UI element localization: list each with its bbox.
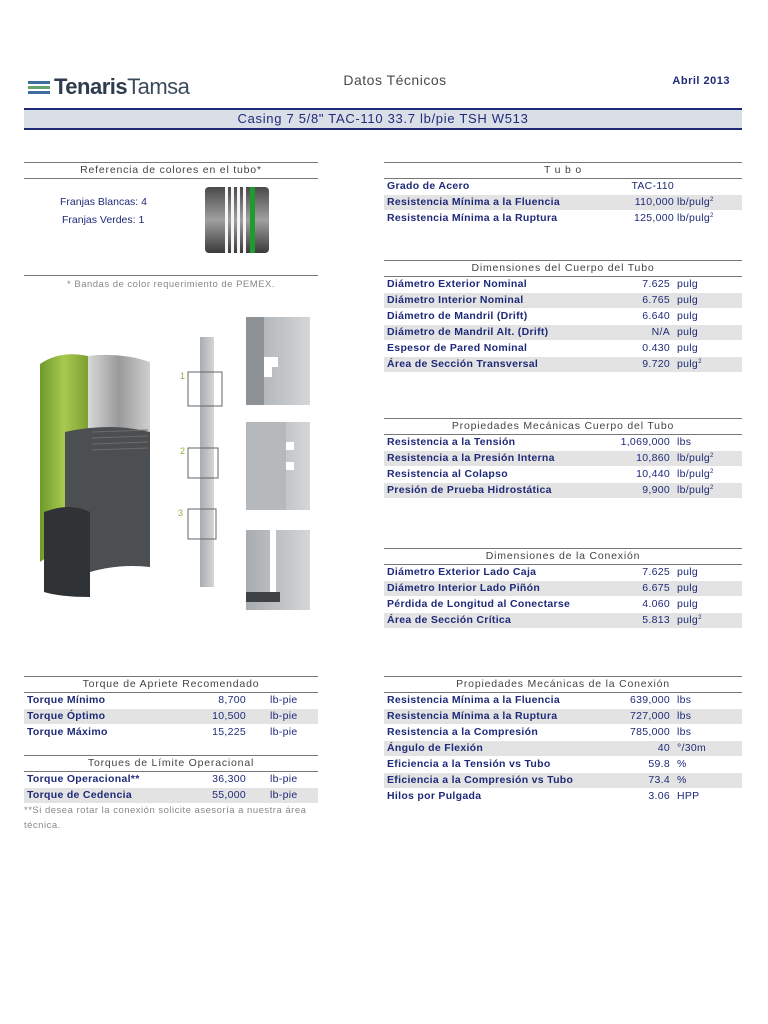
unit-text: pulg <box>677 342 699 354</box>
table-row <box>384 211 742 226</box>
unit-text: % <box>677 758 687 770</box>
unit-text: pulg <box>677 310 699 322</box>
row-value: 6.675 <box>642 582 670 594</box>
row-value: 36,300 <box>212 773 246 785</box>
row-value: N/A <box>651 326 670 338</box>
rotation-footnote: **Si desea rotar la conexión solicite asesoría a nuestra área técnica. <box>24 805 307 831</box>
pipe-shadow <box>44 507 90 597</box>
unit-exponent: 2 <box>698 359 702 365</box>
row-value: 7.625 <box>642 278 670 290</box>
row-unit <box>677 565 698 580</box>
table-row <box>384 725 742 740</box>
table-row <box>384 325 742 340</box>
row-label: Área de Sección Crítica <box>387 614 512 626</box>
table-row <box>384 693 742 708</box>
row-unit <box>677 467 714 482</box>
logo-mark-icon <box>28 81 50 94</box>
table-row <box>384 179 742 194</box>
table-row <box>384 757 742 772</box>
table-row <box>384 195 742 210</box>
row-value: 9,900 <box>642 484 670 496</box>
table-row <box>384 451 742 466</box>
callout-3: 3 <box>178 508 184 518</box>
table-row <box>384 467 742 482</box>
unit-text: lb-pie <box>270 789 298 801</box>
unit-text: lb/pulg <box>677 196 711 208</box>
unit-text: pulg <box>677 598 699 610</box>
tubo-heading: T u b o <box>384 162 742 179</box>
row-unit <box>270 772 297 787</box>
table-row <box>24 772 318 787</box>
unit-exponent: 2 <box>710 453 714 459</box>
unit-text: lb/pulg <box>677 452 711 464</box>
row-label: Diámetro Interior Nominal <box>387 294 524 306</box>
row-label: Eficiencia a la Compresión vs Tubo <box>387 774 574 786</box>
row-value: 785,000 <box>629 726 670 738</box>
unit-exponent: 2 <box>698 615 702 621</box>
table-row <box>384 597 742 612</box>
unit-text: lb/pulg <box>677 212 711 224</box>
table-row <box>24 788 318 803</box>
unit-text: lbs <box>677 436 692 448</box>
row-label: Resistencia a la Tensión <box>387 436 516 448</box>
row-label: Torque de Cedencia <box>27 789 132 801</box>
unit-text: lb-pie <box>270 726 298 738</box>
row-value: 3.06 <box>648 790 670 802</box>
row-value: 8,700 <box>218 694 246 706</box>
row-value: 9.720 <box>642 358 670 370</box>
dim-conexion-heading: Dimensiones de la Conexión <box>384 548 742 565</box>
row-label: Torque Máximo <box>27 726 108 738</box>
row-unit <box>270 709 297 724</box>
row-label: Grado de Acero <box>387 180 470 192</box>
callout-2: 2 <box>180 446 186 456</box>
unit-exponent: 2 <box>710 469 714 475</box>
logo-light-text: Tamsa <box>127 74 190 99</box>
table-row <box>384 581 742 596</box>
row-label: Torque Operacional** <box>27 773 140 785</box>
row-label: Resistencia Mínima a la Ruptura <box>387 710 558 722</box>
unit-text: lbs <box>677 710 692 722</box>
row-unit <box>677 757 687 772</box>
row-unit <box>677 581 698 596</box>
logo-bold-text: Tenaris <box>54 74 128 99</box>
row-unit <box>677 357 702 372</box>
unit-exponent: 2 <box>710 197 714 203</box>
row-label: Diámetro Interior Lado Piñón <box>387 582 541 594</box>
tenaris-tamsa-logo <box>28 74 189 100</box>
row-unit <box>677 597 698 612</box>
connection-diagram <box>30 312 320 622</box>
row-label: Diámetro de Mandril Alt. (Drift) <box>387 326 549 338</box>
row-unit <box>677 789 700 804</box>
table-row <box>384 277 742 292</box>
row-unit <box>677 741 706 756</box>
row-unit <box>677 325 698 340</box>
table-row <box>384 773 742 788</box>
row-value: 4.060 <box>642 598 670 610</box>
prop-conexion-heading: Propiedades Mecánicas de la Conexión <box>384 676 742 693</box>
table-row <box>384 435 742 450</box>
green-stripes-label: Franjas Verdes: 1 <box>62 214 145 226</box>
product-title-bar: Casing 7 5/8" TAC-110 33.7 lb/pie TSH W513 <box>24 108 742 130</box>
row-unit <box>677 293 698 308</box>
row-value: 727,000 <box>629 710 670 722</box>
row-label: Resistencia a la Compresión <box>387 726 539 738</box>
row-label: Torque Mínimo <box>27 694 106 706</box>
unit-text: pulg <box>677 566 699 578</box>
unit-text: pulg <box>677 614 699 626</box>
green-band <box>250 187 255 253</box>
row-value: 6.765 <box>642 294 670 306</box>
row-label: Pérdida de Longitud al Conectarse <box>387 598 571 610</box>
unit-text: pulg <box>677 278 699 290</box>
row-value: 15,225 <box>212 726 246 738</box>
row-label: Ángulo de Flexión <box>387 742 484 754</box>
torque-apriete-heading: Torque de Apriete Recomendado <box>24 676 318 693</box>
row-label: Hilos por Pulgada <box>387 790 482 802</box>
unit-text: lbs <box>677 726 692 738</box>
row-label: Resistencia a la Presión Interna <box>387 452 555 464</box>
row-unit <box>677 277 698 292</box>
unit-text: pulg <box>677 294 699 306</box>
document-title: Datos Técnicos <box>343 72 447 88</box>
table-row <box>384 565 742 580</box>
row-unit <box>677 341 698 356</box>
row-unit <box>677 309 698 324</box>
white-band <box>243 187 246 253</box>
row-label: Resistencia al Colapso <box>387 468 508 480</box>
table-row <box>384 483 742 498</box>
white-stripes-label: Franjas Blancas: 4 <box>60 196 147 208</box>
unit-text: lb-pie <box>270 694 298 706</box>
unit-exponent: 2 <box>710 485 714 491</box>
row-label: Área de Sección Transversal <box>387 358 539 370</box>
row-label: Diámetro Exterior Lado Caja <box>387 566 537 578</box>
row-value: 55,000 <box>212 789 246 801</box>
row-unit <box>270 788 297 803</box>
unit-text: HPP <box>677 790 700 802</box>
row-value: 6.640 <box>642 310 670 322</box>
row-value: TAC-110 <box>631 180 674 192</box>
row-unit <box>677 483 714 498</box>
row-unit <box>270 725 297 740</box>
table-row <box>384 741 742 756</box>
row-unit <box>677 211 714 226</box>
row-unit <box>677 725 691 740</box>
table-row <box>24 693 318 708</box>
torque-limite-heading: Torques de Límite Operacional <box>24 755 318 772</box>
table-row <box>384 613 742 628</box>
row-value: 7.625 <box>642 566 670 578</box>
row-value: 5.813 <box>642 614 670 626</box>
row-value: 1,069,000 <box>620 436 670 448</box>
row-unit <box>677 773 687 788</box>
colors-ref-heading: Referencia de colores en el tubo* <box>24 162 318 179</box>
row-value: 639,000 <box>629 694 670 706</box>
row-value: 10,440 <box>636 468 670 480</box>
row-value: 10,500 <box>212 710 246 722</box>
unit-text: lb/pulg <box>677 484 711 496</box>
unit-text: lb-pie <box>270 710 298 722</box>
row-label: Diámetro Exterior Nominal <box>387 278 527 290</box>
table-row <box>384 709 742 724</box>
row-value: 40 <box>657 742 670 754</box>
row-label: Resistencia Mínima a la Fluencia <box>387 694 560 706</box>
row-label: Torque Óptimo <box>27 710 106 722</box>
row-value: 0.430 <box>642 342 670 354</box>
unit-text: pulg <box>677 326 699 338</box>
dim-cuerpo-heading: Dimensiones del Cuerpo del Tubo <box>384 260 742 277</box>
table-row <box>384 293 742 308</box>
table-row <box>384 309 742 324</box>
row-label: Diámetro de Mandril (Drift) <box>387 310 528 322</box>
white-band <box>225 187 228 253</box>
row-unit <box>677 613 702 628</box>
row-unit <box>677 195 714 210</box>
unit-text: pulg <box>677 358 699 370</box>
unit-text: °/30m <box>677 742 707 754</box>
thread-profile-strip <box>200 337 214 587</box>
row-unit <box>270 693 297 708</box>
row-label: Presión de Prueba Hidrostática <box>387 484 552 496</box>
row-value: 73.4 <box>648 774 670 786</box>
unit-text: lbs <box>677 694 692 706</box>
unit-text: lb/pulg <box>677 468 711 480</box>
white-band <box>237 187 240 253</box>
pemex-footnote: * Bandas de color requerimiento de PEMEX. <box>67 279 275 290</box>
divider <box>24 275 318 276</box>
unit-text: % <box>677 774 687 786</box>
document-date: Abril 2013 <box>672 75 730 87</box>
row-unit <box>677 693 691 708</box>
table-row <box>384 341 742 356</box>
callout-1: 1 <box>180 371 186 381</box>
prop-cuerpo-heading: Propiedades Mecánicas Cuerpo del Tubo <box>384 418 742 435</box>
white-band <box>231 187 234 253</box>
row-value: 10,860 <box>636 452 670 464</box>
unit-text: lb-pie <box>270 773 298 785</box>
table-row <box>384 789 742 804</box>
color-band-pipe-image <box>205 187 269 253</box>
row-value: 110,000 <box>634 196 674 208</box>
row-unit <box>677 435 691 450</box>
row-unit <box>677 451 714 466</box>
table-row <box>24 725 318 740</box>
row-label: Espesor de Pared Nominal <box>387 342 528 354</box>
table-row <box>384 357 742 372</box>
unit-text: pulg <box>677 582 699 594</box>
unit-exponent: 2 <box>710 213 714 219</box>
row-label: Eficiencia a la Tensión vs Tubo <box>387 758 551 770</box>
row-unit <box>677 709 691 724</box>
row-label: Resistencia Mínima a la Ruptura <box>387 212 558 224</box>
row-value: 59.8 <box>648 758 670 770</box>
row-value: 125,000 <box>633 212 674 224</box>
table-row <box>24 709 318 724</box>
row-label: Resistencia Mínima a la Fluencia <box>387 196 560 208</box>
